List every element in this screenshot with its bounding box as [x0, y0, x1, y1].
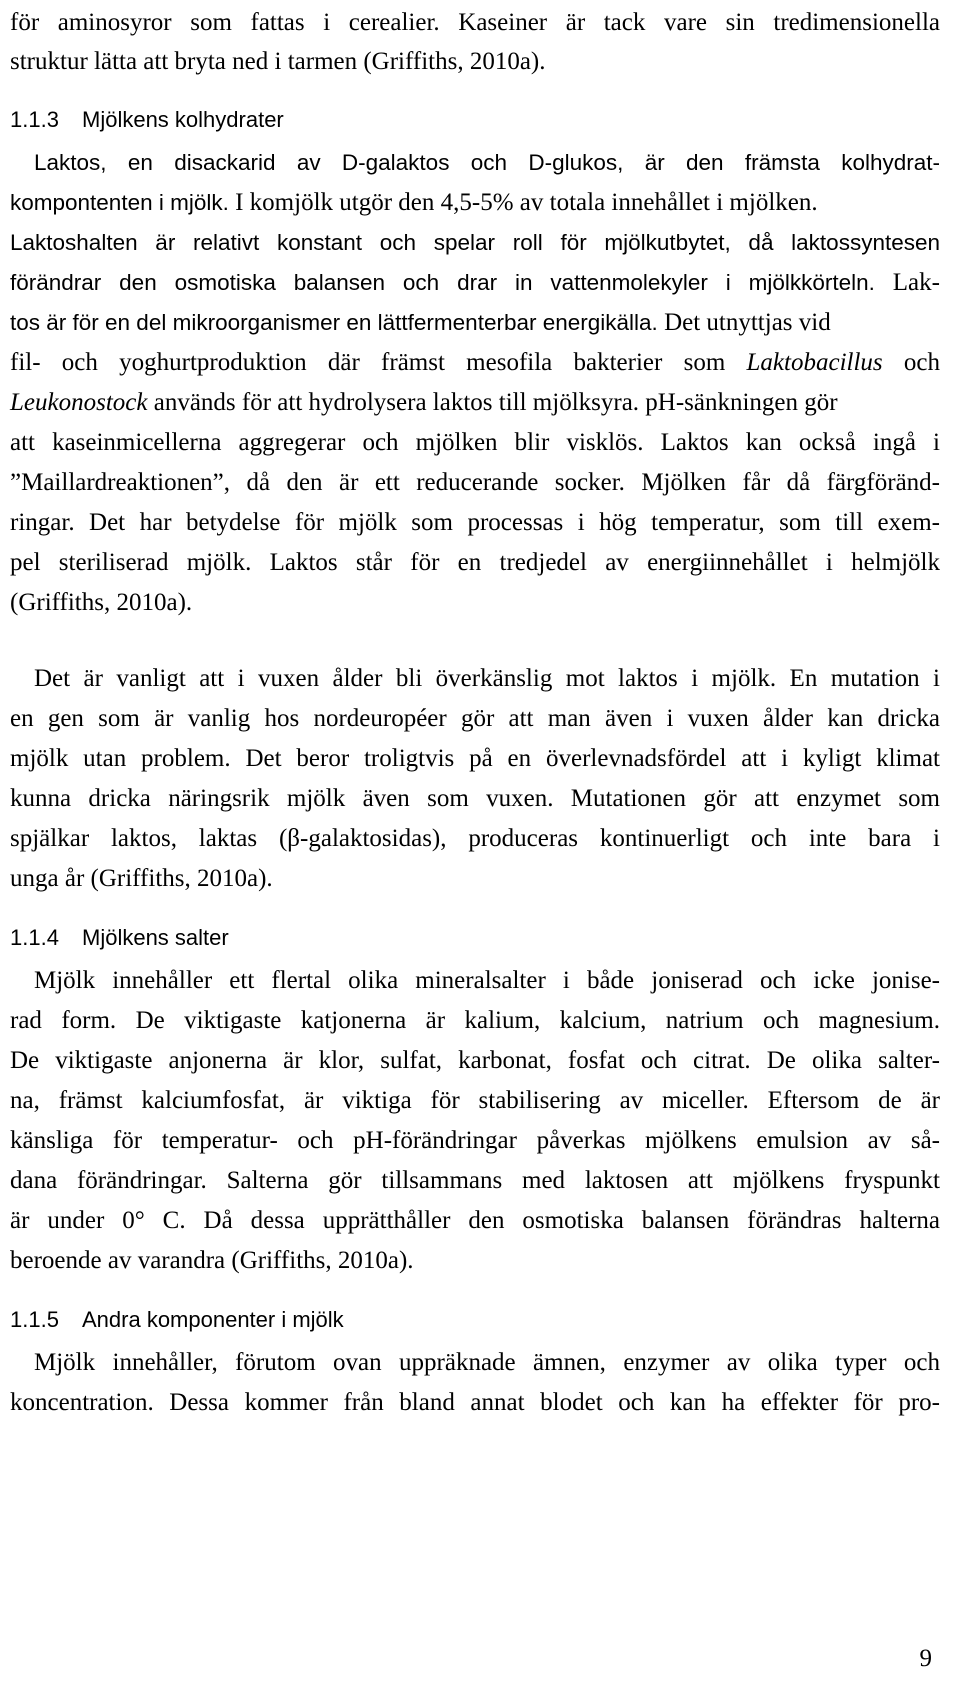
- text-line: Laktoshalten är relativt konstant och spelar roll för mjölkutbytet, då laktossyntesen: [10, 230, 940, 255]
- text-line: Mjölk innehåller, förutom ovan uppräknade ämnen, enzymer av olika typer och: [34, 1349, 940, 1376]
- text-line: na, främst kalciumfosfat, är viktiga för stabilisering av miceller. Eftersom de är: [10, 1087, 940, 1114]
- text-line: rad form. De viktigaste katjonerna är kalium, kalcium, natrium och magnesium.: [10, 1007, 940, 1034]
- section-number: 1.1.4: [10, 925, 59, 950]
- text-line: känsliga för temperatur- och pH-förändringar påverkas mjölkens emulsion av så-: [10, 1127, 940, 1154]
- section-title: Mjölkens salter: [82, 925, 229, 950]
- text-line: Det är vanligt att i vuxen ålder bli överkänslig mot laktos i mjölk. En mutation i: [34, 665, 940, 692]
- section-heading: [10, 1306, 344, 1334]
- section-title: Andra komponenter i mjölk: [82, 1307, 344, 1332]
- text-line: De viktigaste anjonerna är klor, sulfat, karbonat, fosfat och citrat. De olika salter-: [10, 1047, 940, 1074]
- text-line: (Griffiths, 2010a).: [10, 589, 193, 616]
- text-line: kompontenten i mjölk. I komjölk utgör den 4,5-5% av totala innehållet i mjölken.: [10, 189, 818, 216]
- page-number: 9: [919, 1645, 932, 1672]
- text-line: ”Maillardreaktionen”, då den är ett reducerande socker. Mjölken får då färgföränd-: [10, 469, 940, 496]
- text-line: spjälkar laktos, laktas (β-galaktosidas), produceras kontinuerligt och inte bara i: [10, 825, 940, 852]
- section-heading: [10, 106, 284, 134]
- text-line: fil- och yoghurtproduktion där främst mesofila bakterier som Laktobacillus och: [10, 349, 940, 376]
- text-line: beroende av varandra (Griffiths, 2010a).: [10, 1247, 414, 1274]
- text-line: för aminosyror som fattas i cerealier. Kaseiner är tack vare sin tredimensionella: [10, 9, 940, 36]
- text-line: en gen som är vanlig hos nordeuropéer gör att man även i vuxen ålder kan dricka: [10, 705, 940, 732]
- text-line: Mjölk innehåller ett flertal olika mineralsalter i både joniserad och icke jonise-: [34, 967, 940, 994]
- text-line: Leukonostock används för att hydrolysera laktos till mjölksyra. pH-sänkningen gör: [10, 389, 838, 416]
- section-heading: [10, 924, 229, 952]
- section-title: Mjölkens kolhydrater: [82, 107, 284, 132]
- italic-term: Leukonostock: [10, 389, 148, 416]
- text-line: att kaseinmicellerna aggregerar och mjölken blir visklös. Laktos kan också ingå i: [10, 429, 940, 456]
- italic-term: Laktobacillus: [746, 349, 883, 376]
- text-line: ringar. Det har betydelse för mjölk som processas i hög temperatur, som till exem-: [10, 509, 940, 536]
- section-number: 1.1.3: [10, 107, 59, 132]
- text-line: struktur lätta att bryta ned i tarmen (Griffiths, 2010a).: [10, 48, 546, 75]
- text-line: koncentration. Dessa kommer från bland annat blodet och kan ha effekter för pro-: [10, 1389, 940, 1416]
- text-line: tos är för en del mikroorganismer en lättfermenterbar energikälla. Det utnyttjas vid: [10, 309, 831, 336]
- text-line: dana förändringar. Salterna gör tillsammans med laktosen att mjölkens fryspunkt: [10, 1167, 940, 1194]
- text-line: är under 0° C. Då dessa upprätthåller den osmotiska balansen förändras halterna: [10, 1207, 940, 1234]
- text-line: Laktos, en disackarid av D-galaktos och D-glukos, är den främsta kolhydrat-: [34, 150, 940, 175]
- text-line: mjölk utan problem. Det beror troligtvis på en överlevnadsfördel att i kyligt klimat: [10, 745, 940, 772]
- section-number: 1.1.5: [10, 1307, 59, 1332]
- text-line: unga år (Griffiths, 2010a).: [10, 865, 273, 892]
- text-line: pel steriliserad mjölk. Laktos står för en tredjedel av energiinnehållet i helmjölk: [10, 549, 940, 576]
- text-line: förändrar den osmotiska balansen och drar in vattenmolekyler i mjölkkörteln. Lak-: [10, 269, 940, 296]
- text-line: kunna dricka näringsrik mjölk även som vuxen. Mutationen gör att enzymet som: [10, 785, 940, 812]
